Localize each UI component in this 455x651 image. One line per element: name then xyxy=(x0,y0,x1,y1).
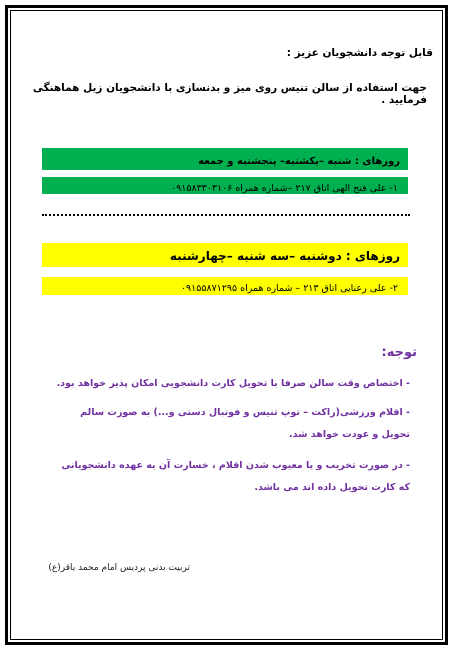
footer-signature: تربیت بدنی پردیس امام محمد باقر(ع) xyxy=(48,563,190,573)
schedule-1-days: روزهای : شنبه –یکشنبه– پنجشنبه و جمعه xyxy=(198,156,400,167)
note-3: - در صورت تخریب و یا معیوب شدن اقلام ، خسارت آن به عهده دانشجویانی که کارت تحویل داده اند می باشد. xyxy=(61,460,410,493)
schedule-1-days-band xyxy=(42,148,408,170)
intro-text: جهت استفاده از سالن تنیس روی میز و بدنسازی با دانشجویان زیل هماهنگی فرمایید . xyxy=(32,82,427,106)
schedule-2-days: روزهای : دوشنبه –سه شنبه –چهارشنبه xyxy=(169,249,400,263)
divider xyxy=(42,214,410,216)
note-1: - اختصاص وقت سالن صرفا با تحویل کارت دانشجویی امکان پذیر خواهد بود. xyxy=(56,378,410,389)
notes-title: توجه: xyxy=(381,345,417,360)
note-2: - اقلام ورزشی(راکت – توپ تنیس و فوتبال دستی و...) به صورت سالم تحویل و عودت خواهد شد. xyxy=(80,407,410,440)
schedule-2-contact-band xyxy=(42,277,408,295)
schedule-2-days-band xyxy=(42,243,408,267)
schedule-1-contact: ۱- علی فتح الهی اتاق ۲۱۷ –شماره همراه ۰۹۱۵۸۳۳۰۳۱۰۶ xyxy=(171,183,398,194)
schedule-1-contact-band xyxy=(42,177,408,194)
heading: قابل توجه دانشجویان عزیز : xyxy=(286,47,433,59)
schedule-2-contact: ۲- علی رعنایی اتاق ۲۱۳ – شماره همراه ۰۹۱۵۵۸۷۱۲۹۵ xyxy=(180,283,398,294)
